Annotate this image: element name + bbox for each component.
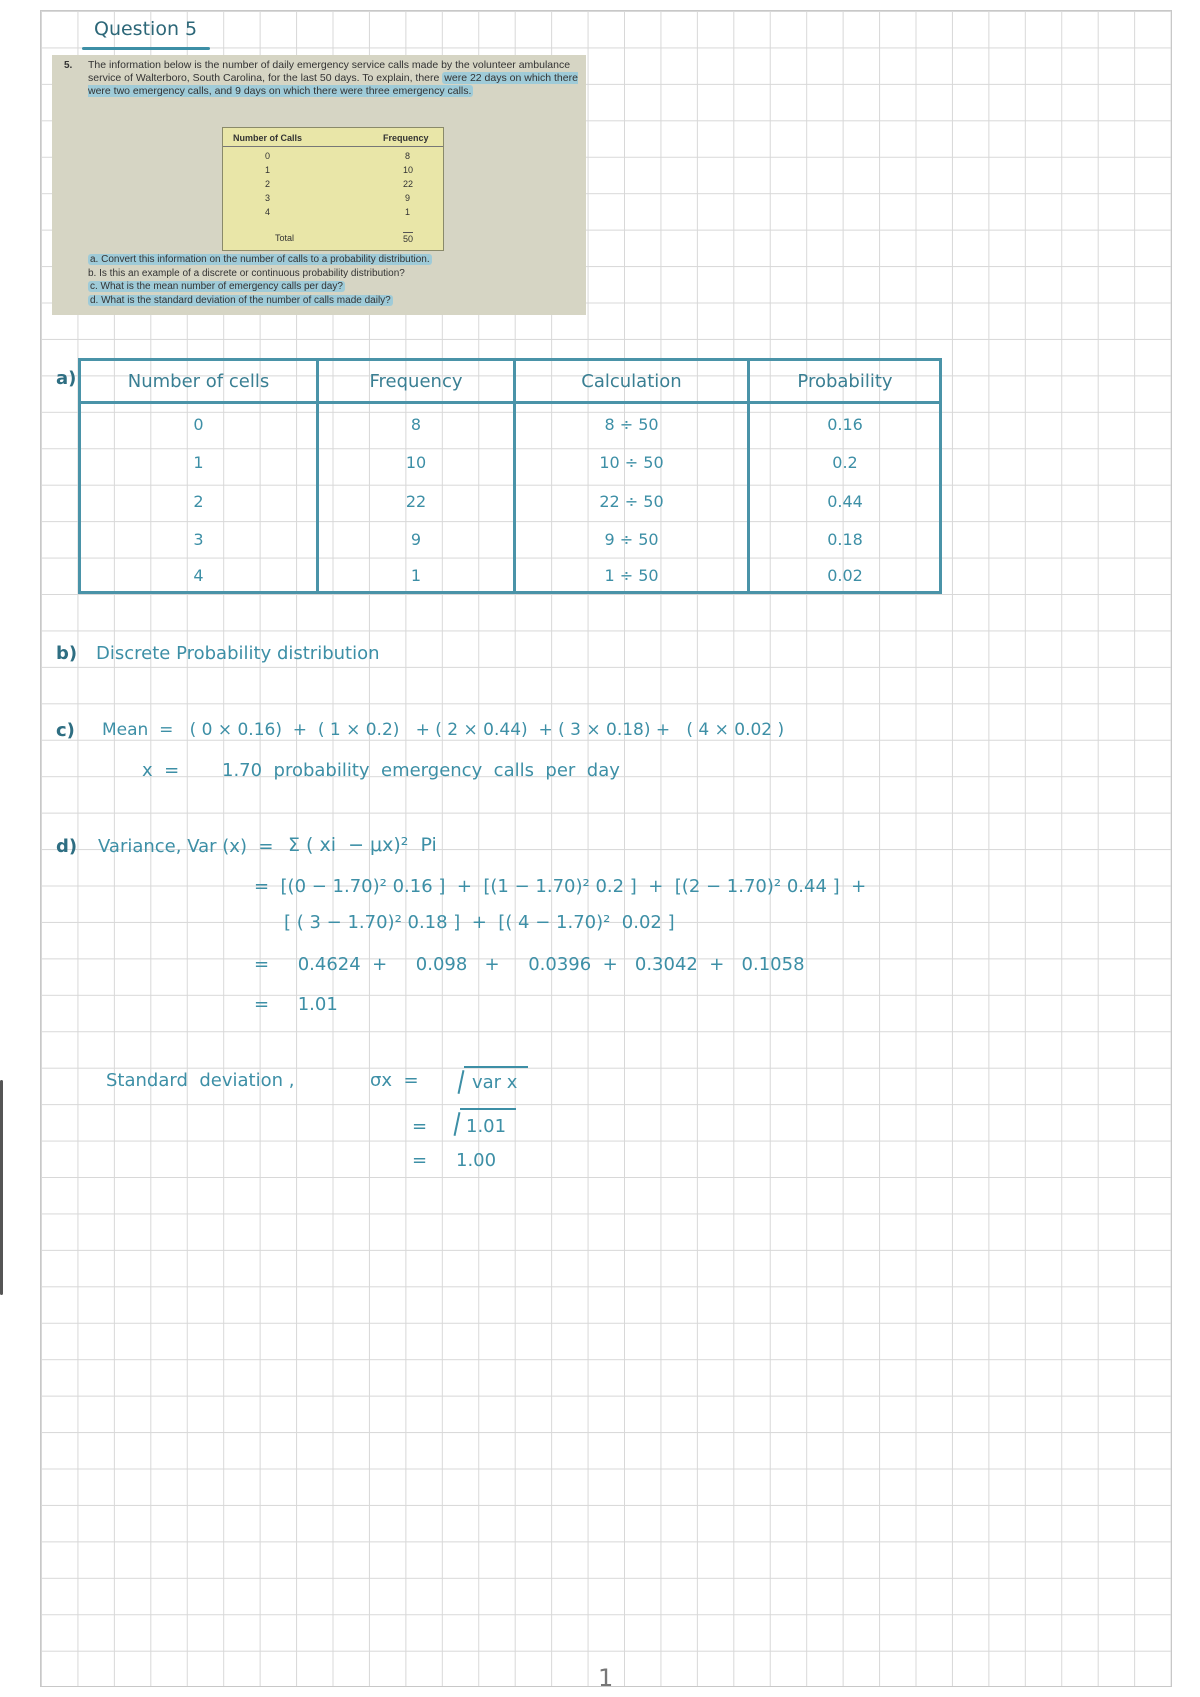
mean-lhs: x = [142, 760, 180, 781]
table-column-rule [316, 361, 319, 591]
variance-label: Variance, Var (x) = [98, 836, 274, 857]
table-cell: 4 [193, 566, 204, 585]
book-cell: 1 [265, 165, 271, 175]
table-cell: 9 [410, 530, 422, 549]
variance-result: = 1.01 [254, 994, 338, 1015]
table-cell: 0 [193, 415, 204, 434]
sd-symbol: σx = [370, 1070, 419, 1091]
sd-step-3-equals: = [412, 1150, 428, 1171]
table-cell: 3 [193, 530, 204, 549]
variance-terms: = 0.4624 + 0.098 + 0.0396 + 0.3042 + 0.1058 [254, 954, 805, 975]
book-cell: 2 [265, 179, 271, 189]
part-c-label: c) [56, 720, 75, 741]
question-heading: Question 5 [94, 18, 198, 40]
heading-underline [82, 47, 210, 50]
sqrt-bar [464, 1066, 528, 1068]
question-d: d. What is the standard deviation of the number of calls made daily? [90, 294, 391, 306]
table-cell: 0.2 [832, 453, 858, 472]
textbook-frequency-table [222, 127, 444, 251]
table-cell: 22 ÷ 50 [599, 492, 664, 511]
sd-step-1: var x [472, 1072, 518, 1093]
question-c: c. What is the mean number of emergency calls per day? [90, 281, 343, 292]
header-calculation: Calculation [581, 371, 682, 392]
header-number-of-calls: Number of cells [127, 371, 270, 392]
table-cell: 1 [410, 566, 422, 585]
table-column-rule [513, 361, 516, 591]
table-cell: 9 ÷ 50 [604, 530, 659, 549]
mean-result: 1.70 probability emergency calls per day [222, 760, 620, 781]
question-b: b. Is this an example of a discrete or continuous probability distribution? [88, 267, 405, 279]
book-cell: 9 [405, 193, 411, 203]
book-total-label: Total [275, 233, 295, 243]
table-cell: 22 [405, 492, 427, 511]
problem-text-plain: The information below is the number of daily emergency service calls made by the volunteer ambulance service of Walterboro, South Carolina, for the last 50 days. To explain, there [88, 59, 571, 84]
part-b-answer: Discrete Probability distribution [96, 643, 380, 664]
question-a: a. Convert this information on the number of calls to a probability distribution. [90, 254, 430, 265]
book-cell: 3 [265, 193, 271, 203]
sd-step-2: 1.01 [466, 1116, 507, 1137]
textbook-photo [52, 55, 586, 315]
header-frequency: Frequency [369, 371, 463, 392]
book-cell: 10 [403, 165, 414, 175]
sd-label: Standard deviation , [106, 1070, 295, 1091]
table-cell: 10 ÷ 50 [599, 453, 664, 472]
book-header-calls: Number of Calls [233, 133, 303, 143]
table-cell: 0.02 [827, 566, 863, 585]
problem-text [88, 59, 578, 98]
table-cell: 8 [410, 415, 422, 434]
part-d-label: d) [56, 836, 78, 857]
table-cell: 8 ÷ 50 [604, 415, 659, 434]
book-header-rule [223, 146, 443, 147]
book-cell: 0 [265, 151, 271, 161]
variance-formula: Σ ( xi − μx)² Pi [288, 834, 437, 856]
table-cell: 2 [193, 492, 204, 511]
variance-substitution-1: = [(0 − 1.70)² 0.16 ] + [(1 − 1.70)² 0.2 ] + [(2 − 1.70)² 0.44 ] + [254, 876, 867, 897]
problem-number: 5. [64, 60, 73, 71]
table-cell: 1 [193, 453, 204, 472]
sqrt-bar [460, 1108, 516, 1110]
book-cell: 8 [405, 151, 411, 161]
table-cell: 0.16 [827, 415, 863, 434]
book-cell: 4 [265, 207, 271, 217]
sd-step-3: 1.00 [456, 1150, 497, 1171]
page-number: 1 [598, 1664, 614, 1692]
mean-expression: Mean = ( 0 × 0.16) + ( 1 × 0.2) + ( 2 × 0.44) + ( 3 × 0.18) + ( 4 × 0.02 ) [102, 720, 785, 740]
table-column-rule [747, 361, 750, 591]
problem-text-highlight: were 22 days on which there were two emergency calls, and 9 days on which there were three emergency calls. [88, 72, 578, 97]
book-cell: 1 [405, 207, 411, 217]
part-b-label: b) [56, 643, 78, 664]
table-cell: 10 [405, 453, 427, 472]
book-total-value: 50 [403, 234, 414, 244]
book-cell: 22 [403, 179, 414, 189]
part-a-label: a) [56, 368, 77, 389]
table-header-rule [81, 401, 939, 404]
sd-step-2-equals: = [412, 1116, 428, 1137]
table-cell: 1 ÷ 50 [604, 566, 659, 585]
textbook-questions [88, 253, 578, 307]
probability-table [78, 358, 942, 594]
table-cell: 0.44 [827, 492, 863, 511]
header-probability: Probability [797, 371, 893, 392]
variance-substitution-2: [ ( 3 − 1.70)² 0.18 ] + [( 4 − 1.70)² 0.02 ] [284, 912, 675, 933]
scroll-indicator[interactable] [0, 1080, 3, 1295]
table-cell: 0.18 [827, 530, 863, 549]
book-header-frequency: Frequency [383, 133, 429, 143]
